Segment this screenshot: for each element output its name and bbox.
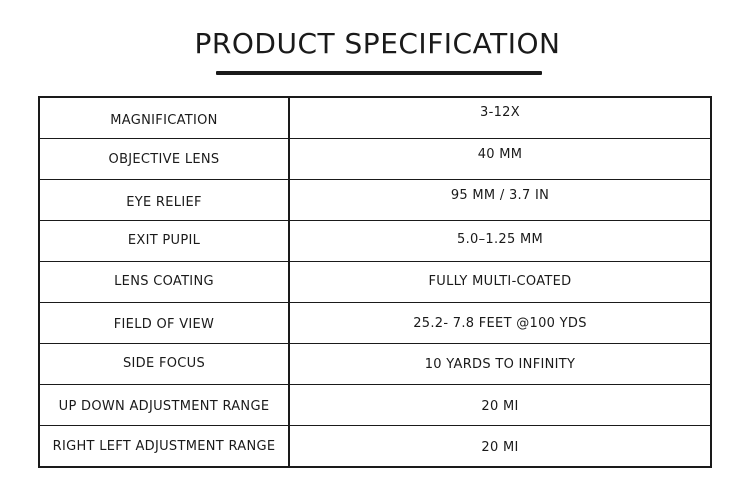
title-underline — [216, 71, 542, 75]
spec-label: LENS COATING — [39, 262, 289, 303]
spec-label: MAGNIFICATION — [39, 97, 289, 139]
table-row — [39, 303, 711, 344]
spec-label: RIGHT LEFT ADJUSTMENT RANGE — [39, 426, 289, 468]
spec-label: SIDE FOCUS — [39, 344, 289, 385]
table-row — [39, 385, 711, 426]
table-row — [39, 221, 711, 262]
table-row — [39, 97, 711, 139]
spec-value: 10 YARDS TO INFINITY — [289, 344, 711, 385]
table-row — [39, 262, 711, 303]
spec-label: OBJECTIVE LENS — [39, 139, 289, 180]
spec-label: EXIT PUPIL — [39, 221, 289, 262]
spec-table — [38, 96, 712, 468]
spec-value: 20 MI — [289, 385, 711, 426]
spec-value: 25.2- 7.8 FEET @100 YDS — [289, 303, 711, 344]
table-row — [39, 139, 711, 180]
table-row — [39, 426, 711, 468]
spec-value: 5.0–1.25 MM — [289, 221, 711, 262]
spec-label: UP DOWN ADJUSTMENT RANGE — [39, 385, 289, 426]
spec-value: 95 MM / 3.7 IN — [289, 180, 711, 221]
spec-value: 40 MM — [289, 139, 711, 180]
spec-value: FULLY MULTI-COATED — [289, 262, 711, 303]
table-row — [39, 344, 711, 385]
spec-label: FIELD OF VIEW — [39, 303, 289, 344]
spec-label: EYE RELIEF — [39, 180, 289, 221]
table-row — [39, 180, 711, 221]
page-title: PRODUCT SPECIFICATION — [194, 27, 561, 60]
spec-value: 20 MI — [289, 426, 711, 468]
spec-value: 3-12X — [289, 97, 711, 139]
